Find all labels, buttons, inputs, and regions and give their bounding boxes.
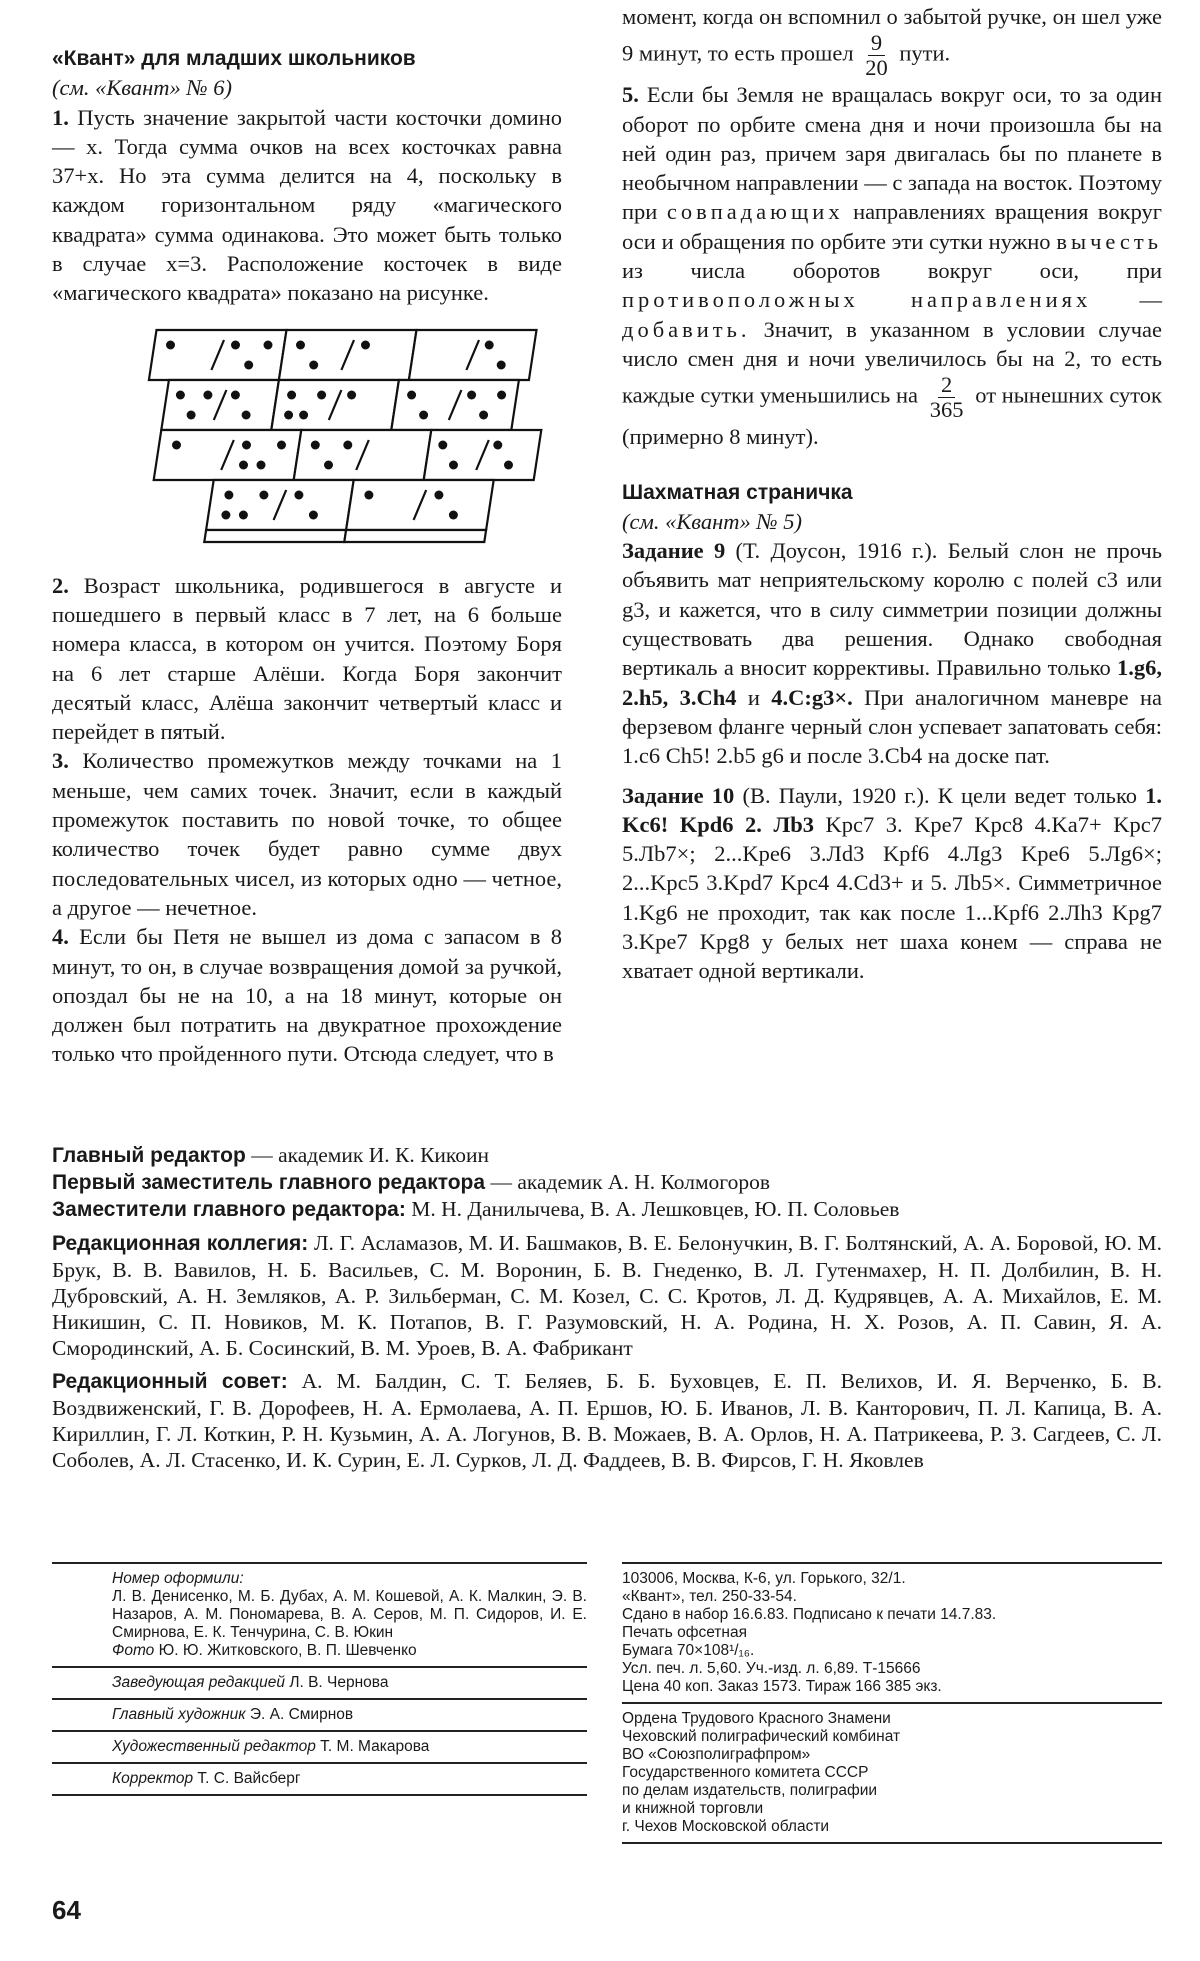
printer-line: Государственного комитета СССР xyxy=(622,1764,869,1781)
masthead-text: Л. Г. Асламазов, М. И. Башмаков, В. Е. Белонучкин, В. Г. Болтянский, А. А. Боровой, Ю. М. Брук, В. В. Вавилов, Н. Б. Васильев, С. М. Воронин, Б. В. Гнеденко, В. Л. Гутенмахер, Н. П. Долбилин, В. Н. Дубровский, А. Н. Земляков, А. Р. Зильберман, С. М. Козел, С. С. Кротов, Л. Д. Кудрявцев, А. А. Михайлов, Е. М. Никишин, С. П. Новиков, М. К. Потапов, В. Г. Разумовский, Н. А. Родина, Н. Х. Розов, А. П. Савин, Я. А. Смородинский, А. Б. Сосинский, В. М. Уроев, В. А. Фабрикант xyxy=(52,1230,1162,1361)
masthead-label: Редакционная коллегия: xyxy=(52,1231,309,1255)
role-credit xyxy=(52,1700,587,1730)
role-label: Главный художник xyxy=(112,1706,246,1723)
right-column xyxy=(622,2,1162,986)
domino-pip xyxy=(231,340,240,349)
first-deputy xyxy=(52,1169,1162,1196)
domino-pip xyxy=(239,460,248,469)
masthead-text: М. Н. Данилычева, В. А. Лешковцев, Ю. П. Соловьев xyxy=(411,1197,900,1222)
fraction-numerator: 9 xyxy=(868,31,885,56)
domino-pip xyxy=(493,440,502,449)
task-text: и xyxy=(747,684,760,710)
domino-tile-edge xyxy=(204,530,346,542)
domino-magic-square-figure xyxy=(92,322,562,557)
role-credit xyxy=(52,1732,587,1762)
masthead-label: Первый заместитель главного редактора xyxy=(52,1171,486,1195)
answer-3 xyxy=(52,746,562,922)
answer-text: из числа оборотов вокруг оси, при xyxy=(622,258,1162,284)
domino-tile-edge xyxy=(344,530,486,542)
spaced-emphasis: противоположных направлениях xyxy=(622,287,1092,313)
role-label: Художественный редактор xyxy=(112,1738,316,1755)
domino-pip xyxy=(347,390,356,399)
domino-pip xyxy=(299,410,308,419)
designers-label: Номер оформили: xyxy=(112,1570,244,1587)
imprint-line: Сдано в набор 16.6.83. Подписано к печати 14.7.83. xyxy=(622,1606,997,1623)
domino-pip xyxy=(479,410,488,419)
domino-pip xyxy=(317,390,326,399)
domino-pip xyxy=(264,340,273,349)
domino-pip xyxy=(166,340,175,349)
section-ref: (см. «Квант» № 6) xyxy=(52,75,233,101)
imprint-line: Усл. печ. л. 5,60. Уч.-изд. л. 6,89. Т-15666 xyxy=(622,1660,921,1677)
imprint-line: Бумага 70×108¹/₁₆. xyxy=(622,1642,755,1659)
domino-pip xyxy=(309,510,318,519)
answer-text: Пусть значение закрытой части косточки домино — x. Тогда сумма очков на всех косточках равна 37+x. Но эта сумма делится на 4, поскольку в каждом горизонтальном ряду «магического квадрата» сумма одинакова. Это может быть только в случае x=3. Расположение косточек в виде «магического квадрата» показано на рисунке. xyxy=(52,104,563,306)
masthead-label: Заместители главного редактора: xyxy=(52,1198,406,1222)
role-credit xyxy=(52,1668,587,1698)
answer-number: 2. xyxy=(52,572,69,598)
page-number: 64 xyxy=(52,1895,81,1925)
domino-pip xyxy=(239,510,248,519)
domino-pip xyxy=(311,440,320,449)
domino-pip xyxy=(187,410,196,419)
domino-pip xyxy=(176,390,185,399)
printer-line: ВО «Союзполиграфпром» xyxy=(622,1746,811,1763)
task-label: Задание 9 xyxy=(622,538,726,564)
chess-task-10 xyxy=(622,781,1162,986)
role-name: Т. М. Макарова xyxy=(320,1738,430,1755)
spaced-emphasis: совпадающих xyxy=(666,199,844,225)
answer-5 xyxy=(622,80,1162,451)
imprint-line: «Квант», тел. 250-33-54. xyxy=(622,1588,797,1605)
answer-text: Если бы Земля не вращалась вокруг оси, то за один оборот по орбите смена дня и ночи произошла бы на ней один раз, причем заря двигалась бы по планете в необычном направлении — с запада на восток. Поэтому при xyxy=(622,82,1162,225)
answer-2 xyxy=(52,571,562,747)
answer-number: 4. xyxy=(52,924,69,950)
role-name: Э. А. Смирнов xyxy=(249,1706,354,1723)
domino-pip xyxy=(324,460,333,469)
domino-pip xyxy=(364,490,373,499)
domino-pip xyxy=(244,360,253,369)
domino-pip xyxy=(294,490,303,499)
fraction-denominator: 20 xyxy=(865,55,888,81)
domino-pip xyxy=(224,490,233,499)
publisher-info xyxy=(622,1564,1162,1702)
editorial-board xyxy=(52,1230,1162,1362)
answer-number: 1. xyxy=(52,104,69,130)
domino-pip xyxy=(467,390,476,399)
chess-section-title: Шахматная страничка xyxy=(622,480,853,504)
domino-pip xyxy=(242,410,251,419)
fraction-numerator: 2 xyxy=(938,373,955,398)
masthead-text: — академик А. Н. Колмогоров xyxy=(490,1170,770,1195)
printer-line: Чеховский полиграфический комбинат xyxy=(622,1728,901,1745)
left-column xyxy=(52,44,562,1069)
imprint-credits xyxy=(52,1562,587,1796)
domino-pip xyxy=(497,390,506,399)
answer-text: Значит, в указанном в условии случае число смен дня и ночи увеличилось бы на 2, то есть каждые сутки уменьшились на xyxy=(622,316,1163,408)
task-label: Задание 10 xyxy=(622,782,735,808)
masthead-text: А. М. Балдин, С. Т. Беляев, Б. Б. Буховцев, Е. П. Велихов, И. Я. Верченко, Б. В. Воздвиженский, Г. В. Дорофеев, Н. А. Ермолаева, А. П. Ершов, Ю. Б. Иванов, Л. В. Канторович, П. Л. Капица, В. А. Кириллин, Г. Л. Коткин, Р. Н. Кузьмин, А. А. Логунов, В. В. Можаев, В. А. Орлов, Н. А. Патрикеева, Р. З. Сагдеев, С. Л. Соболев, А. Л. Стасенко, И. К. Сурин, Е. Л. Сурков, Л. Д. Фаддеев, В. В. Фирсов, Г. Н. Яковлев xyxy=(52,1368,1163,1473)
domino-pip xyxy=(242,440,251,449)
chief-editor xyxy=(52,1142,1162,1169)
domino-pip xyxy=(438,440,447,449)
task-moves: 1. Kc6! Kpd6 2. Лb3 xyxy=(622,782,1162,837)
photo-credit xyxy=(112,1642,587,1660)
domino-pip xyxy=(485,340,494,349)
task-text: (Т. Доусон, 1916 г.). Белый слон не прочь объявить мат неприятельскому королю с полей c3 или g3, и кажется, что в силу симметрии позиции должны существовать два решения. Однако свободная вертикаль а вносит коррективы. Правильно только xyxy=(622,538,1162,681)
domino-pip xyxy=(343,440,352,449)
domino-pip xyxy=(221,510,230,519)
editorial-council xyxy=(52,1368,1162,1474)
spaced-emphasis: вычесть xyxy=(1056,228,1163,254)
fraction xyxy=(865,31,888,80)
masthead-label: Редакционный совет: xyxy=(52,1369,288,1393)
imprint-publishing xyxy=(622,1562,1162,1844)
domino-pip xyxy=(259,490,268,499)
domino-pip xyxy=(296,340,305,349)
masthead-text: — академик И. К. Кикоин xyxy=(251,1143,490,1167)
domino-pip xyxy=(284,410,293,419)
printer-line: Ордена Трудового Красного Знамени xyxy=(622,1710,891,1727)
answer-text: момент, когда он вспомнил о забытой ручке, он шел уже 9 минут, то есть прошел xyxy=(622,4,1162,66)
domino-pip xyxy=(504,460,513,469)
domino-pip xyxy=(449,460,458,469)
answer-number: 3. xyxy=(52,748,69,774)
role-label: Заведующая редакцией xyxy=(112,1674,285,1691)
answer-text: — xyxy=(1139,287,1162,313)
domino-pip xyxy=(277,440,286,449)
fraction xyxy=(930,373,964,422)
domino-pip xyxy=(231,390,240,399)
task-text: Kpc7 3. Kpe7 Kpc8 4.Ka7+ Kpc7 5.Лb7×; 2...Kpe6 3.Лd3 Kpf6 4.Лg3 Kpe6 5.Лg6×; 2...Kpc5 3.Kpd7 Kpc4 4.Cd3+ и 5. Лb5×. Симметричное 1.Kg6 не проходит, так как после 1...Kpf6 2.Лh3 Kpg7 3.Kpe7 Kpg8 у белых нет шаха конем — справа не хватает одной вертикали. xyxy=(622,811,1162,984)
photo-names: Ю. Ю. Житковского, В. П. Шевченко xyxy=(158,1642,417,1659)
designers-block xyxy=(52,1564,587,1666)
masthead-label: Главный редактор xyxy=(52,1144,246,1167)
imprint-line: Цена 40 коп. Заказ 1573. Тираж 166 385 экз. xyxy=(622,1678,942,1695)
task-moves: 1.g6, 2.h5, 3.Ch4 xyxy=(622,655,1162,710)
printer-line: и книжной торговли xyxy=(622,1800,764,1817)
domino-pip xyxy=(257,460,266,469)
answer-number: 5. xyxy=(622,82,639,108)
editorial-masthead xyxy=(52,1142,1162,1473)
domino-pip xyxy=(309,360,318,369)
role-name: Т. С. Вайсберг xyxy=(197,1770,301,1787)
task-text: (В. Паули, 1920 г.). К цели ведет только xyxy=(742,782,1137,808)
domino-pip xyxy=(407,390,416,399)
domino-pip xyxy=(449,510,458,519)
task-text: При аналогичном маневре на ферзевом фланге черный слон успевает запатовать себя: 1.c6 Ch5! 2.b5 g6 и после 3.Cb4 на доске пат. xyxy=(622,684,1163,769)
domino-pip xyxy=(203,390,212,399)
designers-list: Л. В. Денисенко, М. Б. Дубах, А. М. Кошевой, А. К. Малкин, Э. В. Назаров, А. М. Пономарева, В. А. Серов, М. П. Сидоров, И. Е. Смирнова, Е. К. Тенчурина, С. В. Юкин xyxy=(112,1588,587,1641)
answer-1 xyxy=(52,103,562,308)
role-label: Корректор xyxy=(112,1770,194,1787)
deputies xyxy=(52,1196,1162,1223)
answer-text: пути. xyxy=(899,40,951,66)
answer-text: Количество промежутков между точками на 1 меньше, чем самих точек. Значит, если в каждый промежуток поставить по новой точке, то общее количество точек будет равно сумме двух последовательных чисел, из которых одно — четное, а другое — нечетное. xyxy=(52,748,563,920)
chess-task-9 xyxy=(622,536,1162,770)
domino-pip xyxy=(361,340,370,349)
answer-text: Возраст школьника, родившегося в августе и пошедшего в первый класс в 7 лет, на 6 больше номера класса, в котором он учится. Поэтому Боря на 6 лет старше Алёши. Когда Боря закончит десятый класс, Алёша закончит четвертый класс и перейдет в пятый. xyxy=(52,572,562,745)
domino-pip xyxy=(287,390,296,399)
answer-4 xyxy=(52,922,562,1068)
role-credit xyxy=(52,1764,587,1794)
task-moves: 4.C:g3×. xyxy=(771,684,853,710)
section-title: «Квант» для младших школьников xyxy=(52,47,416,70)
spaced-emphasis: добавить. xyxy=(622,316,751,342)
domino-pip xyxy=(419,410,428,419)
chess-section-ref: (см. «Квант» № 5) xyxy=(622,508,803,534)
role-name: Л. В. Чернова xyxy=(289,1674,389,1691)
domino-pip xyxy=(497,360,506,369)
photo-label: Фото xyxy=(112,1642,155,1659)
answer-text: направлениях вращения вокруг оси и обращения по орбите эти сутки нужно xyxy=(622,199,1163,254)
printer-line: по делам издательств, полиграфии xyxy=(622,1782,878,1799)
imprint-line: 103006, Москва, К-6, ул. Горького, 32/1. xyxy=(622,1570,906,1587)
answer-4-continued xyxy=(622,2,1162,80)
answer-text: Если бы Петя не вышел из дома с запасом в 8 минут, то он, в случае возвращения домой за ручкой, опоздал бы не на 10, а на 18 минут, которые он должен был потратить на двукратное прохождение только что пройденного пути. Отсюда следует, что в xyxy=(52,924,562,1067)
domino-pip xyxy=(434,490,443,499)
imprint-line: Печать офсетная xyxy=(622,1624,747,1641)
printer-info xyxy=(622,1704,1162,1842)
answer-text: от нынешних суток (примерно 8 минут). xyxy=(622,382,1162,450)
fraction-denominator: 365 xyxy=(929,397,964,423)
printer-line: г. Чехов Московской области xyxy=(622,1818,830,1835)
domino-pip xyxy=(172,440,181,449)
